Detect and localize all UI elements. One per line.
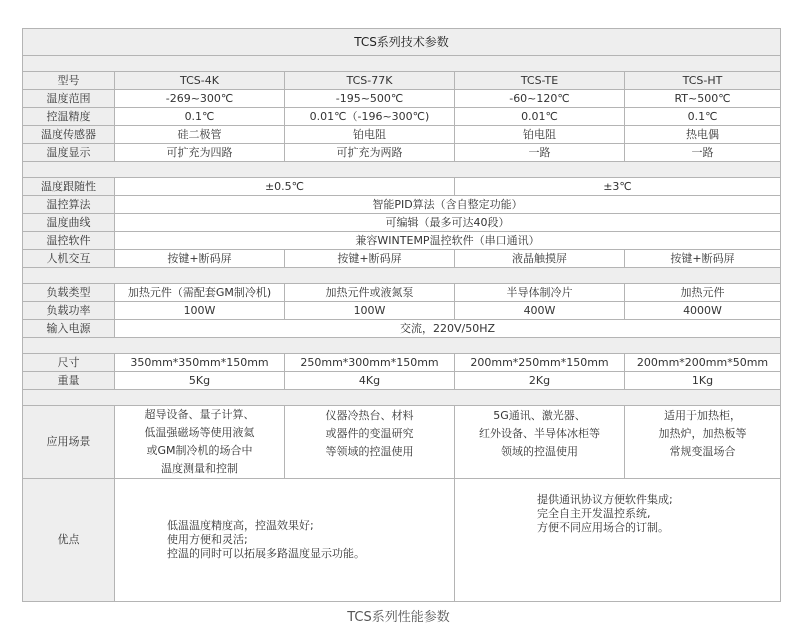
spacer-row — [23, 390, 781, 406]
text-line: 方便不同应用场合的订制。 — [537, 521, 669, 534]
table-row — [23, 372, 781, 390]
spec-table — [22, 28, 781, 602]
table-cell: ±0.5℃ — [115, 178, 455, 196]
table-cell: 400W — [455, 302, 625, 320]
header-model: 型号 — [23, 72, 115, 90]
table-cell: ±3℃ — [455, 178, 781, 196]
table-cell: -60~120℃ — [455, 90, 625, 108]
text-line: 提供通讯协议方便软件集成; — [537, 493, 673, 506]
table-row — [23, 90, 781, 108]
header-tcs-te: TCS-TE — [455, 72, 625, 90]
text-line: 常规变温场合 — [669, 445, 736, 458]
table-row — [23, 126, 781, 144]
text-line: 仪器冷热台、材料 — [325, 409, 414, 422]
table-cell: 0.01℃（-196~300℃) — [285, 108, 455, 126]
table-title: TCS系列技术参数 — [23, 29, 781, 56]
table-cell: -269~300℃ — [115, 90, 285, 108]
row-label: 优点 — [23, 479, 115, 602]
table-row — [23, 144, 781, 162]
spacer-row — [23, 268, 781, 284]
table-cell: RT~500℃ — [625, 90, 781, 108]
table-cell: 智能PID算法（含自整定功能） — [115, 196, 781, 214]
text-line: 低温温度精度高，控温效果好; — [167, 519, 314, 532]
table-cell: 4Kg — [285, 372, 455, 390]
application-row — [23, 406, 781, 479]
text-line: 等领域的控温使用 — [325, 445, 414, 458]
text-line: 低温强磁场等使用液氦 — [144, 426, 255, 439]
row-label: 负载类型 — [23, 284, 115, 302]
table-cell: 硅二极管 — [115, 126, 285, 144]
header-tcs-4k: TCS-4K — [115, 72, 285, 90]
title-row — [23, 29, 781, 56]
table-cell: 200mm*200mm*50mm — [625, 354, 781, 372]
advantage-row — [23, 479, 781, 602]
table-cell: 250mm*300mm*150mm — [285, 354, 455, 372]
table-row — [23, 320, 781, 338]
table-row — [23, 178, 781, 196]
row-label: 应用场景 — [23, 406, 115, 479]
table-cell — [455, 406, 625, 479]
table-cell: 200mm*250mm*150mm — [455, 354, 625, 372]
table-row — [23, 108, 781, 126]
table-row — [23, 196, 781, 214]
text-line: 温度测量和控制 — [161, 462, 238, 475]
table-cell: 0.1℃ — [625, 108, 781, 126]
table-cell: 100W — [285, 302, 455, 320]
table-cell: 加热元件 — [625, 284, 781, 302]
header-tcs-ht: TCS-HT — [625, 72, 781, 90]
table-cell: -195~500℃ — [285, 90, 455, 108]
header-row — [23, 72, 781, 90]
table-cell: 5Kg — [115, 372, 285, 390]
table-row — [23, 302, 781, 320]
text-line: 或器件的变温研究 — [325, 427, 414, 440]
table-row — [23, 250, 781, 268]
table-cell — [115, 479, 455, 602]
table-row — [23, 284, 781, 302]
row-label: 尺寸 — [23, 354, 115, 372]
table-cell — [625, 406, 781, 479]
text-line: 领域的控温使用 — [501, 445, 578, 458]
row-label: 输入电源 — [23, 320, 115, 338]
text-line: 加热炉，加热板等 — [658, 427, 747, 440]
text-line: 红外设备、半导体冰柜等 — [479, 427, 600, 440]
text-line: 或GM制冷机的场合中 — [146, 444, 253, 457]
row-label: 温度显示 — [23, 144, 115, 162]
table-cell: 一路 — [625, 144, 781, 162]
text-line: 控温的同时可以拓展多路温度显示功能。 — [167, 547, 365, 560]
table-cell — [455, 479, 781, 602]
table-cell: 按键+断码屏 — [625, 250, 781, 268]
table-cell: 兼容WINTEMP温控软件（串口通讯） — [115, 232, 781, 250]
row-label: 温度曲线 — [23, 214, 115, 232]
text-line: 完全自主开发温控系统, — [537, 507, 651, 520]
row-label: 人机交互 — [23, 250, 115, 268]
row-label: 温度跟随性 — [23, 178, 115, 196]
text-line: 超导设备、量子计算、 — [144, 408, 255, 421]
row-label: 温度范围 — [23, 90, 115, 108]
table-cell: 2Kg — [455, 372, 625, 390]
table-cell: 可扩充为两路 — [285, 144, 455, 162]
row-label: 温控算法 — [23, 196, 115, 214]
table-row — [23, 354, 781, 372]
row-label: 重量 — [23, 372, 115, 390]
figure-caption: TCS系列性能参数 — [347, 610, 450, 625]
table-cell: 0.01℃ — [455, 108, 625, 126]
row-label: 负载功率 — [23, 302, 115, 320]
table-row — [23, 214, 781, 232]
table-cell: 加热元件（需配套GM制冷机) — [115, 284, 285, 302]
spacer-row — [23, 56, 781, 72]
table-cell: 按键+断码屏 — [285, 250, 455, 268]
table-cell: 可编辑（最多可达40段） — [115, 214, 781, 232]
table-cell: 4000W — [625, 302, 781, 320]
table-cell — [285, 406, 455, 479]
text-line: 使用方便和灵活; — [167, 533, 248, 546]
table-cell: 按键+断码屏 — [115, 250, 285, 268]
header-tcs-77k: TCS-77K — [285, 72, 455, 90]
text-line: 5G通讯、激光器、 — [493, 409, 586, 422]
table-cell: 热电偶 — [625, 126, 781, 144]
table-cell: 0.1℃ — [115, 108, 285, 126]
table-cell: 液晶触摸屏 — [455, 250, 625, 268]
table-cell: 350mm*350mm*150mm — [115, 354, 285, 372]
row-label: 控温精度 — [23, 108, 115, 126]
row-label: 温度传感器 — [23, 126, 115, 144]
table-cell: 100W — [115, 302, 285, 320]
spacer-row — [23, 162, 781, 178]
table-cell: 加热元件或液氮泵 — [285, 284, 455, 302]
table-cell: 一路 — [455, 144, 625, 162]
spacer-row — [23, 338, 781, 354]
table-cell: 半导体制冷片 — [455, 284, 625, 302]
table-cell: 可扩充为四路 — [115, 144, 285, 162]
table-cell — [115, 406, 285, 479]
text-line: 适用于加热柜， — [664, 409, 741, 422]
table-cell: 铂电阻 — [285, 126, 455, 144]
table-row — [23, 232, 781, 250]
row-label: 温控软件 — [23, 232, 115, 250]
table-cell: 铂电阻 — [455, 126, 625, 144]
table-cell: 交流，220V/50HZ — [115, 320, 781, 338]
table-cell: 1Kg — [625, 372, 781, 390]
